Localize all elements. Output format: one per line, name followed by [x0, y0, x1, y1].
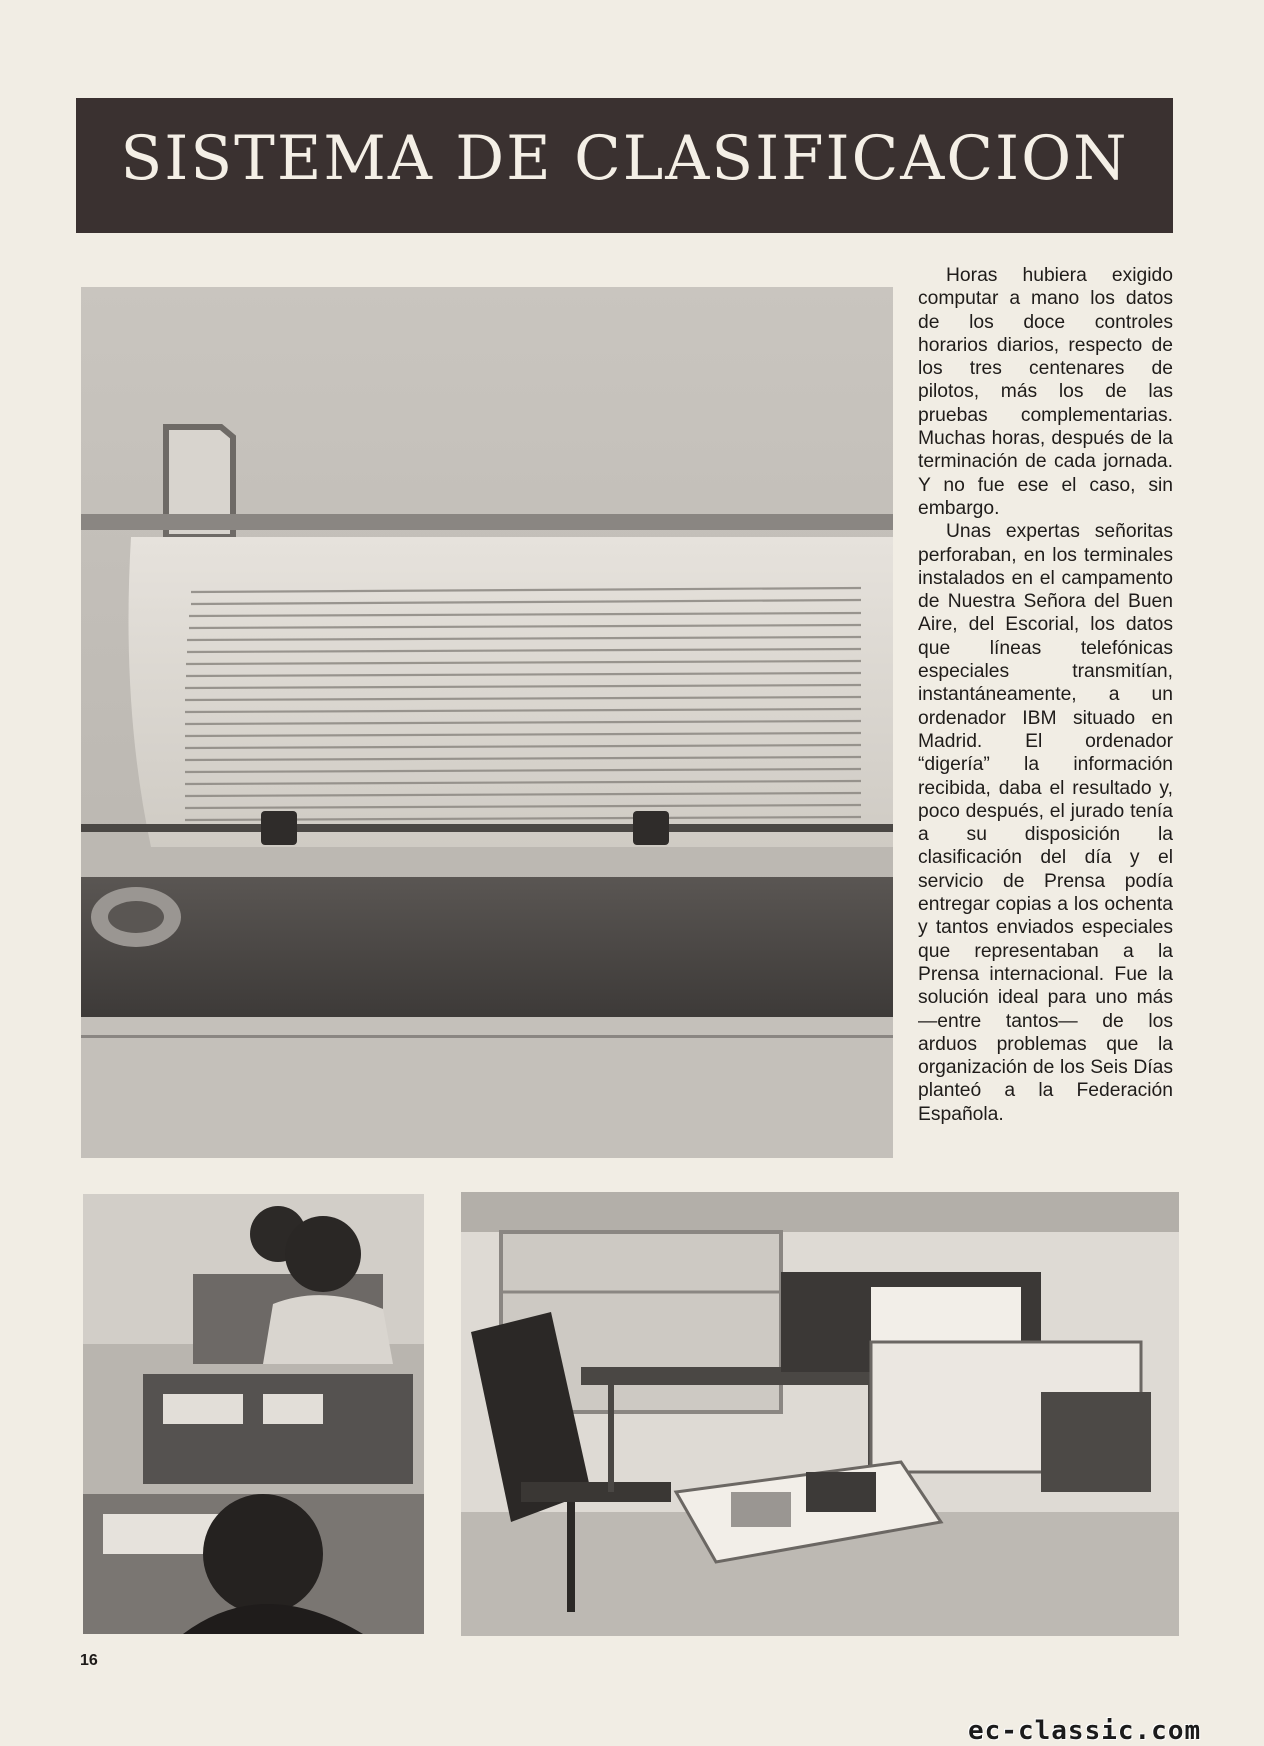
- computer-printout-photo: [81, 287, 893, 1158]
- terminal-operators-photo: [83, 1194, 424, 1634]
- page-title: SISTEMA DE CLASIFICACION: [120, 123, 1129, 194]
- article-paragraph: Horas hubiera exigido computar a mano los datos de los doce controles horarios diarios, respecto de los tres centenares de pilotos, más los de las pruebas complementarias. Muchas horas, después de la terminación de cada jornada. Y no fue ese el caso, sin embargo.: [918, 265, 1173, 519]
- office-terminal-photo: [461, 1192, 1179, 1636]
- article-paragraph: Unas expertas señoritas perforaban, en los terminales instalados en el campamento de Nuestra Señora del Buen Aire, del Escorial, los datos que líneas telefónicas especiales transmitían, instantáneamente, a un ordenador IBM situado en Madrid. El ordenador “digería” la información recibida, daba el resultado y, poco después, el jurado tenía a su disposición la clasificación del día y el servicio de Prensa podía entregar copias a los ochenta y tantos enviados especiales que representaban a la Prensa internacional. Fue la solución ideal para uno más —entre tantos— de los arduos problemas que la organización de los Seis Días planteó a la Federación Española.: [918, 521, 1173, 1125]
- watermark: ec-classic.com: [968, 1716, 1202, 1746]
- page-number: 16: [80, 1652, 98, 1669]
- article-body: [918, 264, 1173, 1126]
- title-bar: [76, 98, 1173, 233]
